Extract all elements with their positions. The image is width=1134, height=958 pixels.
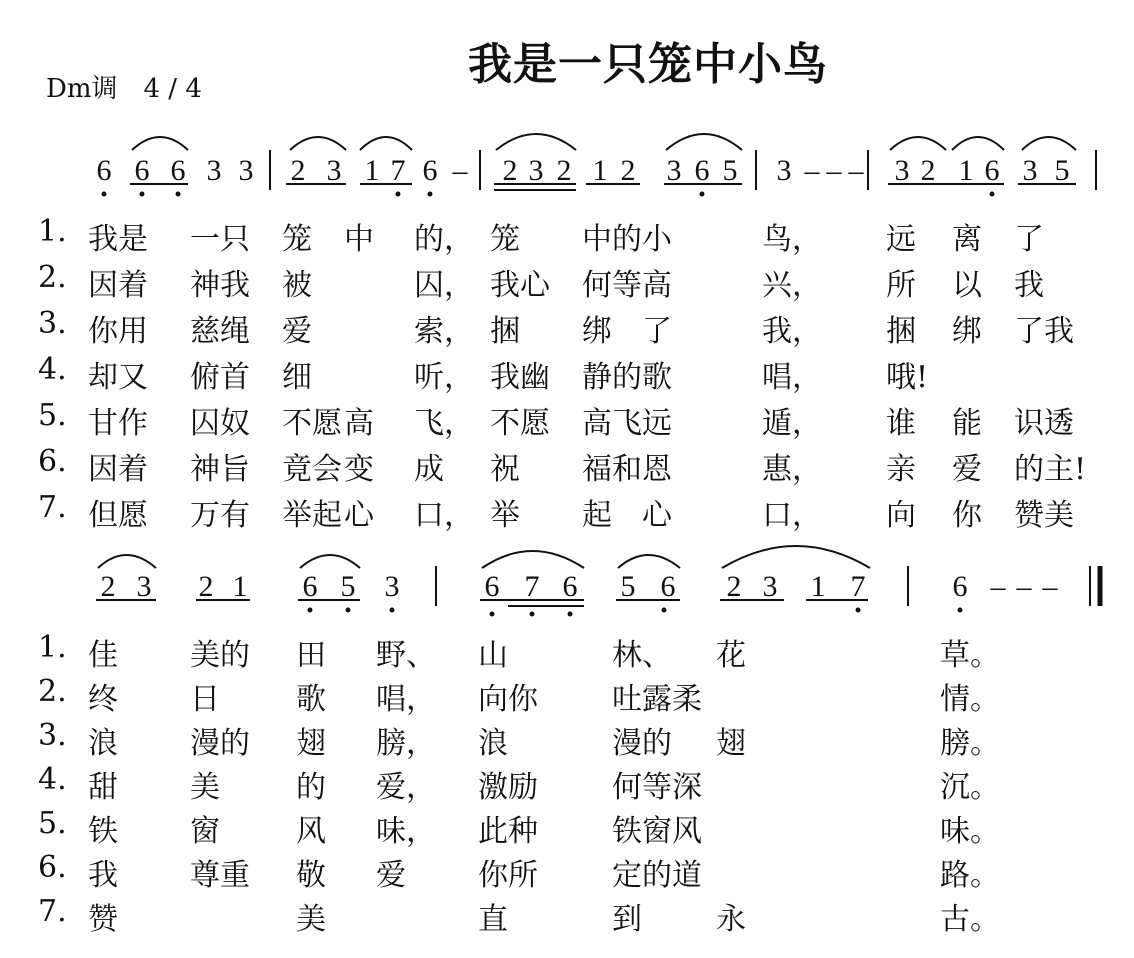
- lyric-word: 索，: [414, 314, 474, 349]
- lyric-word: 绑: [952, 314, 982, 349]
- lyric-line: [0, 398, 1134, 441]
- lyric-word: 远: [886, 222, 916, 257]
- system1-slurs: [132, 134, 1076, 150]
- verse-number: 6.: [38, 444, 67, 479]
- system2-notes: [101, 570, 1059, 603]
- system1-note: 6: [96, 154, 112, 187]
- system1-note: 3: [238, 154, 254, 187]
- system1-beams: [130, 184, 1076, 190]
- lyric-word: 爱: [282, 314, 312, 349]
- system2-note: –: [1016, 570, 1032, 603]
- system1-note: 2: [620, 154, 636, 187]
- lyric-word: 以: [952, 268, 982, 303]
- lyric-word: 林、: [612, 638, 672, 673]
- lyric-word: 举: [490, 498, 520, 533]
- lyric-word: 神旨: [190, 452, 250, 487]
- system2-note: 2: [726, 570, 742, 603]
- lyric-word: 尊重: [190, 858, 250, 893]
- lyric-word: 风: [296, 814, 326, 849]
- lyric-line: [0, 894, 1134, 937]
- lyric-word: 哦!: [886, 360, 929, 395]
- verse-number: 7.: [38, 490, 67, 525]
- lyric-word: 赞: [88, 902, 118, 937]
- lyric-word: 高飞远: [582, 406, 672, 441]
- lyric-word: 因着: [88, 452, 148, 487]
- lyric-word: 敬: [296, 858, 326, 893]
- lyric-word: 吐露柔: [612, 682, 702, 717]
- lyric-word: 铁窗风: [612, 814, 702, 849]
- lyric-word: 了我: [1014, 314, 1074, 349]
- lyric-word: 亲: [886, 452, 916, 487]
- system2-note: 6: [484, 570, 500, 603]
- lyric-word: 福和恩: [582, 452, 672, 487]
- lyric-word: 起 心: [582, 498, 672, 533]
- system1-note: 5: [722, 154, 738, 187]
- lyric-word: 古。: [940, 902, 1000, 937]
- lyric-word: 情。: [940, 682, 1000, 717]
- lyric-word: 变: [344, 452, 374, 487]
- lyric-word: 惠，: [762, 452, 822, 487]
- lyric-word: 你所: [478, 858, 538, 893]
- lyric-word: 我: [88, 858, 118, 893]
- lyric-word: 却又: [88, 360, 148, 395]
- system1-note: 1: [364, 154, 380, 187]
- lyric-word: 离: [952, 222, 982, 257]
- system1-note: 3: [326, 154, 342, 187]
- system1-note: 3: [528, 154, 544, 187]
- system2-note: 1: [232, 570, 248, 603]
- system2-note: –: [990, 570, 1006, 603]
- lyric-word: 俯首: [190, 360, 250, 395]
- lyric-word: 味，: [376, 814, 436, 849]
- lyric-word: 你: [952, 498, 982, 533]
- lyric-word: 歌: [296, 682, 326, 717]
- lyric-word: 此种: [478, 814, 538, 849]
- lyric-word: 一只: [190, 222, 250, 257]
- lyric-word: 口，: [762, 498, 822, 533]
- lyric-word: 飞，: [414, 406, 474, 441]
- verse-number: 3.: [38, 306, 67, 341]
- lyric-word: 谁: [886, 406, 916, 441]
- lyric-word: 高: [344, 406, 374, 441]
- system2-note: 3: [136, 570, 152, 603]
- lyric-word: 直: [478, 902, 508, 937]
- lyric-word: 草。: [940, 638, 1000, 673]
- lyric-line: [0, 444, 1134, 487]
- system1-note: 3: [206, 154, 222, 187]
- lyric-word: 被: [282, 268, 312, 303]
- system1-low-dots: [102, 192, 995, 197]
- lyric-word: 的，: [414, 222, 474, 257]
- system2-note: 3: [762, 570, 778, 603]
- lyric-word: 静的歌: [582, 360, 672, 395]
- lyric-word: 甜: [88, 770, 118, 805]
- lyric-word: 绑 了: [582, 314, 672, 349]
- lyric-word: 甘作: [88, 406, 148, 441]
- system2-note: 1: [810, 570, 826, 603]
- lyric-word: 所: [886, 268, 916, 303]
- verse-number: 1.: [38, 214, 67, 249]
- system1-note: 5: [1054, 154, 1070, 187]
- lyric-word: 田: [296, 638, 326, 673]
- lyric-word: 花: [716, 638, 746, 673]
- lyric-word: 何等深: [612, 770, 702, 805]
- system1-note: 3: [1022, 154, 1038, 187]
- lyric-word: 听，: [414, 360, 474, 395]
- lyric-word: 中: [344, 222, 374, 257]
- lyric-line: [0, 352, 1134, 395]
- lyric-word: 成: [414, 452, 444, 487]
- system2-note: 3: [384, 570, 400, 603]
- system1-note: 6: [422, 154, 438, 187]
- system1-notes: [97, 154, 1070, 187]
- lyric-word: 爱: [952, 452, 982, 487]
- lyric-line: [0, 260, 1134, 303]
- system2-note: 5: [340, 570, 356, 603]
- verse-number: 4.: [38, 762, 67, 797]
- lyric-word: 漫的: [612, 726, 672, 761]
- lyric-line: [0, 490, 1134, 533]
- lyric-word: 美的: [190, 638, 250, 673]
- lyric-word: 举起: [282, 498, 342, 533]
- lyric-word: 美: [190, 770, 220, 805]
- lyric-word: 笼: [490, 222, 520, 257]
- lyric-word: 向: [886, 498, 916, 533]
- verse-number: 1.: [38, 630, 67, 665]
- system1-note: 6: [170, 154, 186, 187]
- lyric-line: [0, 674, 1134, 717]
- lyric-word: 佳: [88, 638, 118, 673]
- system1-note: –: [826, 154, 842, 187]
- lyric-line: [0, 630, 1134, 673]
- system2-note: –: [1042, 570, 1058, 603]
- lyric-word: 我幽: [490, 360, 550, 395]
- lyric-word: 终: [88, 682, 118, 717]
- lyric-word: 你用: [88, 314, 148, 349]
- lyric-word: 的: [296, 770, 326, 805]
- lyric-word: 我心: [490, 268, 550, 303]
- lyric-word: 美: [296, 902, 326, 937]
- lyric-word: 心: [344, 498, 374, 533]
- lyric-word: 翅: [296, 726, 326, 761]
- lyric-word: 了: [1014, 222, 1044, 257]
- lyric-word: 笼: [282, 222, 312, 257]
- lyric-word: 不愿: [490, 406, 550, 441]
- system2-note: 6: [952, 570, 968, 603]
- lyric-word: 爱，: [376, 770, 436, 805]
- system1-note: 2: [920, 154, 936, 187]
- lyric-word: 赞美: [1014, 498, 1074, 533]
- system1-note: 2: [290, 154, 306, 187]
- lyric-word: 漫的: [190, 726, 250, 761]
- lyric-word: 不愿: [282, 406, 342, 441]
- lyric-word: 口，: [414, 498, 474, 533]
- song-title: 我是一只笼中小鸟: [468, 39, 828, 90]
- lyric-word: 到: [612, 902, 642, 937]
- verse-number: 2.: [38, 674, 67, 709]
- lyric-word: 铁: [88, 814, 118, 849]
- lyric-word: 识透: [1014, 406, 1074, 441]
- lyric-word: 沉。: [940, 770, 1000, 805]
- lyric-word: 能: [952, 406, 982, 441]
- lyric-word: 慈绳: [190, 314, 250, 349]
- system1-note: 7: [390, 154, 406, 187]
- lyric-word: 祝: [490, 452, 520, 487]
- lyric-word: 万有: [190, 498, 250, 533]
- system2-note: 6: [660, 570, 676, 603]
- lyric-word: 永: [716, 902, 746, 937]
- system1-note: 6: [134, 154, 150, 187]
- lyric-word: 野、: [376, 638, 436, 673]
- lyric-word: 爱: [376, 858, 406, 893]
- system1-note: 3: [776, 154, 792, 187]
- lyric-line: [0, 762, 1134, 805]
- lyric-word: 何等高: [582, 268, 672, 303]
- system1-note: 2: [502, 154, 518, 187]
- system2-note: 6: [562, 570, 578, 603]
- lyric-word: 膀，: [376, 726, 436, 761]
- lyric-line: [0, 306, 1134, 349]
- verse-number: 2.: [38, 260, 67, 295]
- system1-note: –: [452, 154, 468, 187]
- lyric-word: 山: [478, 638, 508, 673]
- key-time-signature: Dm调 4 / 4: [46, 74, 202, 104]
- system1-note: 2: [556, 154, 572, 187]
- lyric-word: 囚，: [414, 268, 474, 303]
- lyric-word: 捆: [490, 314, 520, 349]
- verse-number: 6.: [38, 850, 67, 885]
- verse-number: 5.: [38, 806, 67, 841]
- lyric-word: 路。: [940, 858, 1000, 893]
- system1-note: –: [848, 154, 864, 187]
- lyric-word: 的主!: [1014, 452, 1087, 487]
- verse-number: 3.: [38, 718, 67, 753]
- system1-note: 3: [666, 154, 682, 187]
- lyric-line: [0, 214, 1134, 257]
- lyric-word: 浪: [88, 726, 118, 761]
- lyric-word: 细: [282, 360, 312, 395]
- lyric-word: 中的小: [582, 222, 672, 257]
- lyric-word: 兴，: [762, 268, 822, 303]
- system1-note: 6: [694, 154, 710, 187]
- lyric-word: 神我: [190, 268, 250, 303]
- lyric-word: 鸟，: [762, 222, 822, 257]
- lyric-word: 日: [190, 682, 220, 717]
- lyric-word: 竟会: [282, 452, 342, 487]
- lyric-word: 因着: [88, 268, 148, 303]
- lyric-word: 翅: [716, 726, 746, 761]
- lyric-word: 味。: [940, 814, 1000, 849]
- lyric-line: [0, 806, 1134, 849]
- lyric-word: 浪: [478, 726, 508, 761]
- system2-slurs: [98, 546, 870, 568]
- system2-note: 7: [524, 570, 540, 603]
- lyric-word: 遁，: [762, 406, 822, 441]
- verse-number: 5.: [38, 398, 67, 433]
- lyric-line: [0, 718, 1134, 761]
- system1-note: –: [804, 154, 820, 187]
- lyric-word: 我，: [762, 314, 822, 349]
- lyric-word: 激励: [478, 770, 538, 805]
- system1-note: 3: [894, 154, 910, 187]
- verse-number: 7.: [38, 894, 67, 929]
- lyric-word: 但愿: [88, 498, 148, 533]
- lyric-word: 唱，: [376, 682, 436, 717]
- lyric-word: 向你: [478, 682, 538, 717]
- system1-note: 6: [984, 154, 1000, 187]
- lyric-word: 囚奴: [190, 406, 250, 441]
- system1-note: 1: [592, 154, 608, 187]
- lyric-word: 定的道: [612, 858, 702, 893]
- system2-note: 7: [850, 570, 866, 603]
- system2-note: 5: [620, 570, 636, 603]
- lyric-word: 唱，: [762, 360, 822, 395]
- lyric-word: 膀。: [940, 726, 1000, 761]
- lyric-word: 我: [1014, 268, 1044, 303]
- lyric-line: [0, 850, 1134, 893]
- lyric-word: 我是: [88, 222, 148, 257]
- system2-low-dots: [308, 608, 963, 617]
- system2-beams: [96, 600, 868, 606]
- lyric-word: 捆: [886, 314, 916, 349]
- lyric-word: 窗: [190, 814, 220, 849]
- system1-note: 1: [958, 154, 974, 187]
- verse-number: 4.: [38, 352, 67, 387]
- system2-note: 2: [198, 570, 214, 603]
- system2-note: 6: [302, 570, 318, 603]
- system2-note: 2: [100, 570, 116, 603]
